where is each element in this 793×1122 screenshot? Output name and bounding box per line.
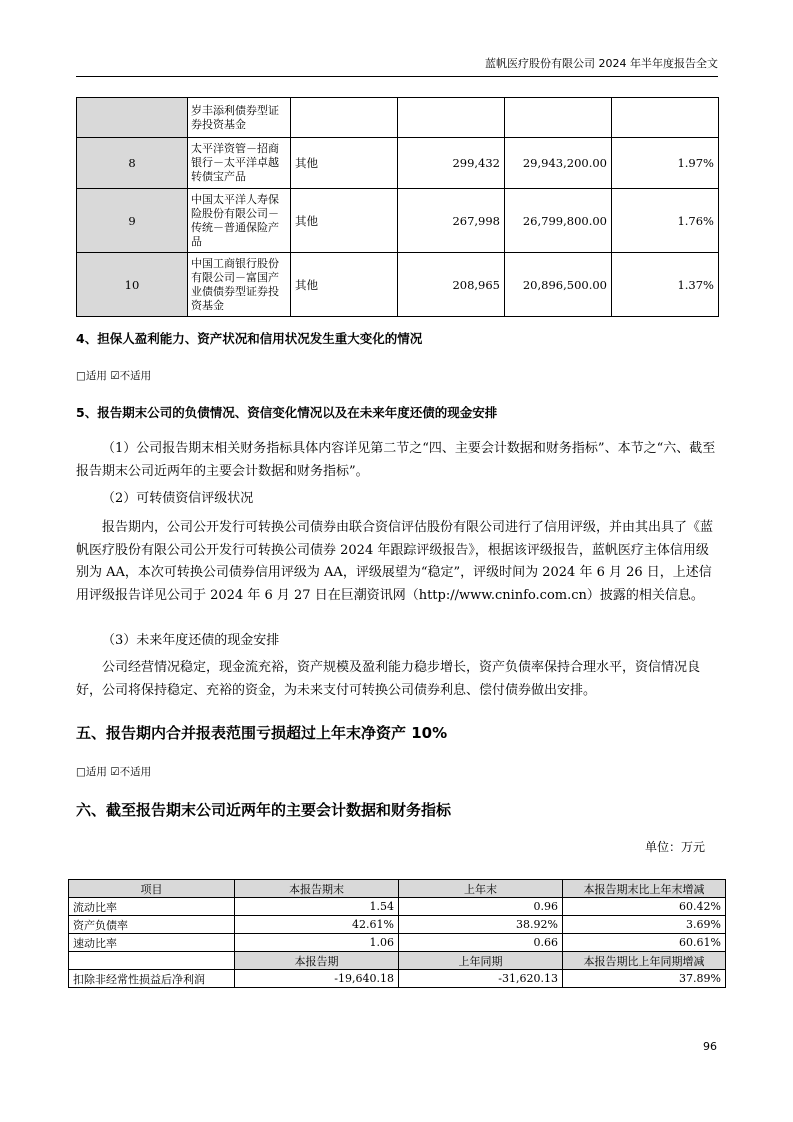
cell-value: 38.92%: [399, 916, 563, 934]
cell-value: 42.61%: [235, 916, 399, 934]
page-header: 蓝帆医疗股份有限公司 2024 年半年度报告全文: [76, 56, 718, 77]
header-cell: 项目: [69, 880, 235, 898]
header-cell: 本报告期末: [235, 880, 399, 898]
cell-value: -19,640.18: [235, 970, 399, 988]
cell-value: 3.69%: [563, 916, 726, 934]
holder-name: 中国工商银行股份有限公司－富国产业债债券型证券投资基金: [188, 253, 291, 317]
cell-value: 0.66: [399, 934, 563, 952]
header-cell: 本报告期比上年同期增减: [563, 952, 726, 970]
cell-value: 37.89%: [563, 970, 726, 988]
section-six-title: 六、截至报告期末公司近两年的主要会计数据和财务指标: [76, 801, 452, 819]
holder-amount: 20,896,500.00: [505, 253, 612, 317]
cell-value: -31,620.13: [399, 970, 563, 988]
holder-shares: [398, 98, 505, 138]
cell-value: 0.96: [399, 898, 563, 916]
section-4-title: 4、担保人盈利能力、资产状况和信用状况发生重大变化的情况: [76, 331, 423, 346]
row-label: 速动比率: [69, 934, 235, 952]
table-row: [69, 934, 726, 952]
cell-value: 1.06: [235, 934, 399, 952]
holder-shares: 299,432: [398, 138, 505, 189]
header-cell: 上年同期: [399, 952, 563, 970]
holder-type: [291, 98, 398, 138]
table-header-row: [69, 952, 726, 970]
unit-label: 单位：万元: [644, 840, 705, 854]
table-row: [77, 189, 719, 253]
holder-shares: 267,998: [398, 189, 505, 253]
section-five-applicability: □适用 ☑不适用: [76, 766, 152, 778]
row-label: 资产负债率: [69, 916, 235, 934]
row-index: 10: [77, 253, 188, 317]
holder-type: 其他: [291, 138, 398, 189]
table-row: [69, 970, 726, 988]
row-label: 流动比率: [69, 898, 235, 916]
holder-amount: 29,943,200.00: [505, 138, 612, 189]
cell-value: 1.54: [235, 898, 399, 916]
row-label: 扣除非经常性损益后净利润: [69, 970, 235, 988]
table-row: [69, 916, 726, 934]
holder-amount: 26,799,800.00: [505, 189, 612, 253]
holder-name: 岁丰添利债券型证券投资基金: [188, 98, 291, 138]
section-5-paragraph-1: （1）公司报告期末相关财务指标具体内容详见第二节之“四、主要会计数据和财务指标”、本节之“六、截至报告期末公司近两年的主要会计数据和财务指标”。: [76, 441, 716, 479]
section-5-title: 5、报告期末公司的负债情况、资信变化情况以及在未来年度还债的现金安排: [76, 405, 498, 420]
section-5-heading-2: （2）可转债资信评级状况: [102, 491, 254, 506]
section-5-heading-3: （3）未来年度还债的现金安排: [102, 633, 280, 648]
table-row: [77, 253, 719, 317]
table-row: [69, 898, 726, 916]
holder-name: 太平洋资管－招商银行－太平洋卓越转债宝产品: [188, 138, 291, 189]
row-index: [77, 98, 188, 138]
shareholder-table: [76, 97, 719, 317]
holder-shares: 208,965: [398, 253, 505, 317]
section-5-paragraph-2: 报告期内，公司公开发行可转换公司债券由联合资信评估股份有限公司进行了信用评级，并由其出具了《蓝帆医疗股份有限公司公开发行可转换公司债券 2024 年跟踪评级报告》，根据该评级报告，蓝帆医疗主体信用级别为 AA，本次可转换公司债券信用评级为 AA，评级展望为“稳定”，评级时间为 2024 年 6 月 26 日，上述信用评级报告详见公司于 2024 年 6 月 27 日在巨潮资讯网（http://www.cninfo.com.cn）披露的相关信息。: [76, 520, 714, 603]
holder-amount: [505, 98, 612, 138]
cell-value: 60.42%: [563, 898, 726, 916]
table-row: [77, 138, 719, 189]
section-4-applicability: □适用 ☑不适用: [76, 370, 152, 382]
section-5-paragraph-3: 公司经营情况稳定，现金流充裕，资产规模及盈利能力稳步增长，资产负债率保持合理水平，资信情况良好，公司将保持稳定、充裕的资金，为未来支付可转换公司债券利息、偿付债券做出安排。: [76, 660, 701, 698]
financial-indicators-table: [68, 879, 726, 988]
holder-name: 中国太平洋人寿保险股份有限公司－传统－普通保险产品: [188, 189, 291, 253]
header-cell: 本报告期末比上年末增减: [563, 880, 726, 898]
holder-type: 其他: [291, 189, 398, 253]
header-cell: 本报告期: [235, 952, 399, 970]
header-cell: 上年末: [399, 880, 563, 898]
row-index: 9: [77, 189, 188, 253]
cell-value: 60.61%: [563, 934, 726, 952]
holder-ratio: 1.97%: [612, 138, 719, 189]
holder-type: 其他: [291, 253, 398, 317]
section-five-title: 五、报告期内合并报表范围亏损超过上年末净资产 10%: [76, 724, 448, 742]
row-index: 8: [77, 138, 188, 189]
holder-ratio: [612, 98, 719, 138]
holder-ratio: 1.37%: [612, 253, 719, 317]
table-header-row: [69, 880, 726, 898]
holder-ratio: 1.76%: [612, 189, 719, 253]
header-cell: [69, 952, 235, 970]
page-number: 96: [703, 1040, 717, 1053]
table-row: [77, 98, 719, 138]
